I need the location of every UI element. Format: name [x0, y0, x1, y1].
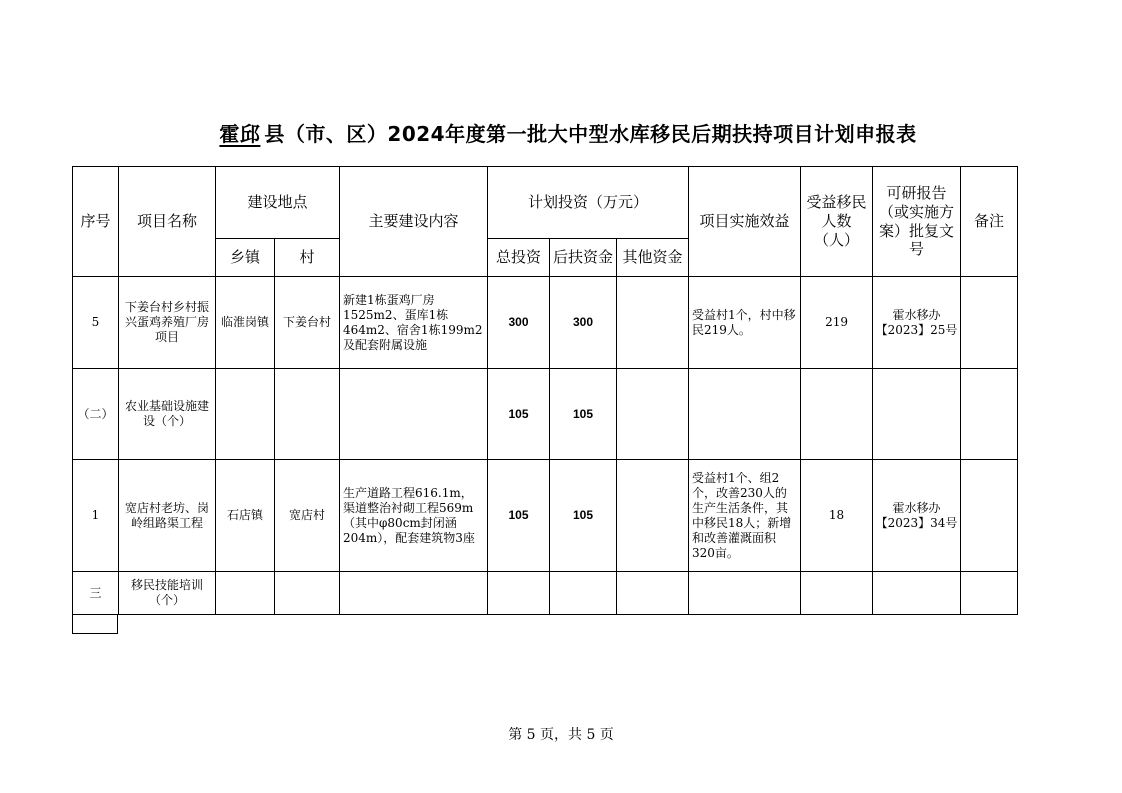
header-town: 乡镇 — [216, 239, 275, 277]
table-row — [73, 460, 1018, 572]
header-content: 主要建设内容 — [340, 167, 488, 277]
cell-support: 105 — [550, 369, 617, 460]
empty-cell-stub — [72, 615, 118, 634]
cell-total: 105 — [488, 369, 550, 460]
cell-people — [801, 572, 873, 615]
cell-other — [617, 369, 689, 460]
header-village: 村 — [275, 239, 340, 277]
cell-name: 宽店村老坊、岗岭组路渠工程 — [119, 460, 216, 572]
cell-village — [275, 369, 340, 460]
cell-town: 临淮岗镇 — [216, 277, 275, 369]
cell-seq: 三 — [73, 572, 119, 615]
county-name: 霍邱 — [219, 122, 261, 146]
cell-village: 下姜台村 — [275, 277, 340, 369]
cell-name: 农业基础设施建设（个） — [119, 369, 216, 460]
cell-other — [617, 572, 689, 615]
cell-benefit — [689, 572, 801, 615]
cell-support: 105 — [550, 460, 617, 572]
header-row-1 — [73, 167, 1018, 239]
title-text: 县（市、区）2024年度第一批大中型水库移民后期扶持项目计划申报表 — [264, 122, 917, 146]
table-row — [73, 277, 1018, 369]
cell-remarks — [961, 369, 1018, 460]
cell-content — [340, 572, 488, 615]
cell-seq: 5 — [73, 277, 119, 369]
header-benefit: 项目实施效益 — [689, 167, 801, 277]
header-location: 建设地点 — [216, 167, 340, 239]
cell-approval: 霍水移办【2023】25号 — [873, 277, 961, 369]
cell-content: 生产道路工程616.1m，渠道整治衬砌工程569m（其中φ80cm封闭涵204m），配套建筑物3座 — [340, 460, 488, 572]
cell-people: 18 — [801, 460, 873, 572]
cell-benefit: 受益村1个、组2个，改善230人的生产生活条件，其中移民18人；新增和改善灌溉面积320亩。 — [689, 460, 801, 572]
cell-town — [216, 369, 275, 460]
cell-village — [275, 572, 340, 615]
cell-approval — [873, 369, 961, 460]
cell-approval — [873, 572, 961, 615]
cell-remarks — [961, 572, 1018, 615]
header-seq: 序号 — [73, 167, 119, 277]
cell-remarks — [961, 460, 1018, 572]
cell-town — [216, 572, 275, 615]
cell-other — [617, 460, 689, 572]
page-title — [0, 118, 1122, 147]
cell-people — [801, 369, 873, 460]
cell-benefit — [689, 369, 801, 460]
header-support: 后扶资金 — [550, 239, 617, 277]
cell-support — [550, 572, 617, 615]
cell-total — [488, 572, 550, 615]
page-footer: 第 5 页，共 5 页 — [508, 727, 614, 743]
cell-other — [617, 277, 689, 369]
cell-content — [340, 369, 488, 460]
cell-village: 宽店村 — [275, 460, 340, 572]
header-total: 总投资 — [488, 239, 550, 277]
cell-town: 石店镇 — [216, 460, 275, 572]
header-project-name: 项目名称 — [119, 167, 216, 277]
cell-approval: 霍水移办【2023】34号 — [873, 460, 961, 572]
cell-total: 300 — [488, 277, 550, 369]
project-table — [72, 166, 1018, 615]
cell-people: 219 — [801, 277, 873, 369]
cell-content: 新建1栋蛋鸡厂房1525m2、蛋库1栋464m2、宿舍1栋199m2及配套附属设施 — [340, 277, 488, 369]
cell-total: 105 — [488, 460, 550, 572]
header-approval: 可研报告（或实施方案）批复文号 — [873, 167, 961, 277]
cell-benefit: 受益村1个，村中移民219人。 — [689, 277, 801, 369]
header-investment: 计划投资（万元） — [488, 167, 689, 239]
cell-support: 300 — [550, 277, 617, 369]
cell-seq: （二） — [73, 369, 119, 460]
header-remarks: 备注 — [961, 167, 1018, 277]
table-row — [73, 369, 1018, 460]
header-beneficiaries: 受益移民人数（人） — [801, 167, 873, 277]
cell-seq: 1 — [73, 460, 119, 572]
header-other: 其他资金 — [617, 239, 689, 277]
cell-remarks — [961, 277, 1018, 369]
cell-name: 下姜台村乡村振兴蛋鸡养殖厂房项目 — [119, 277, 216, 369]
cell-name: 移民技能培训（个） — [119, 572, 216, 615]
table-row — [73, 572, 1018, 615]
